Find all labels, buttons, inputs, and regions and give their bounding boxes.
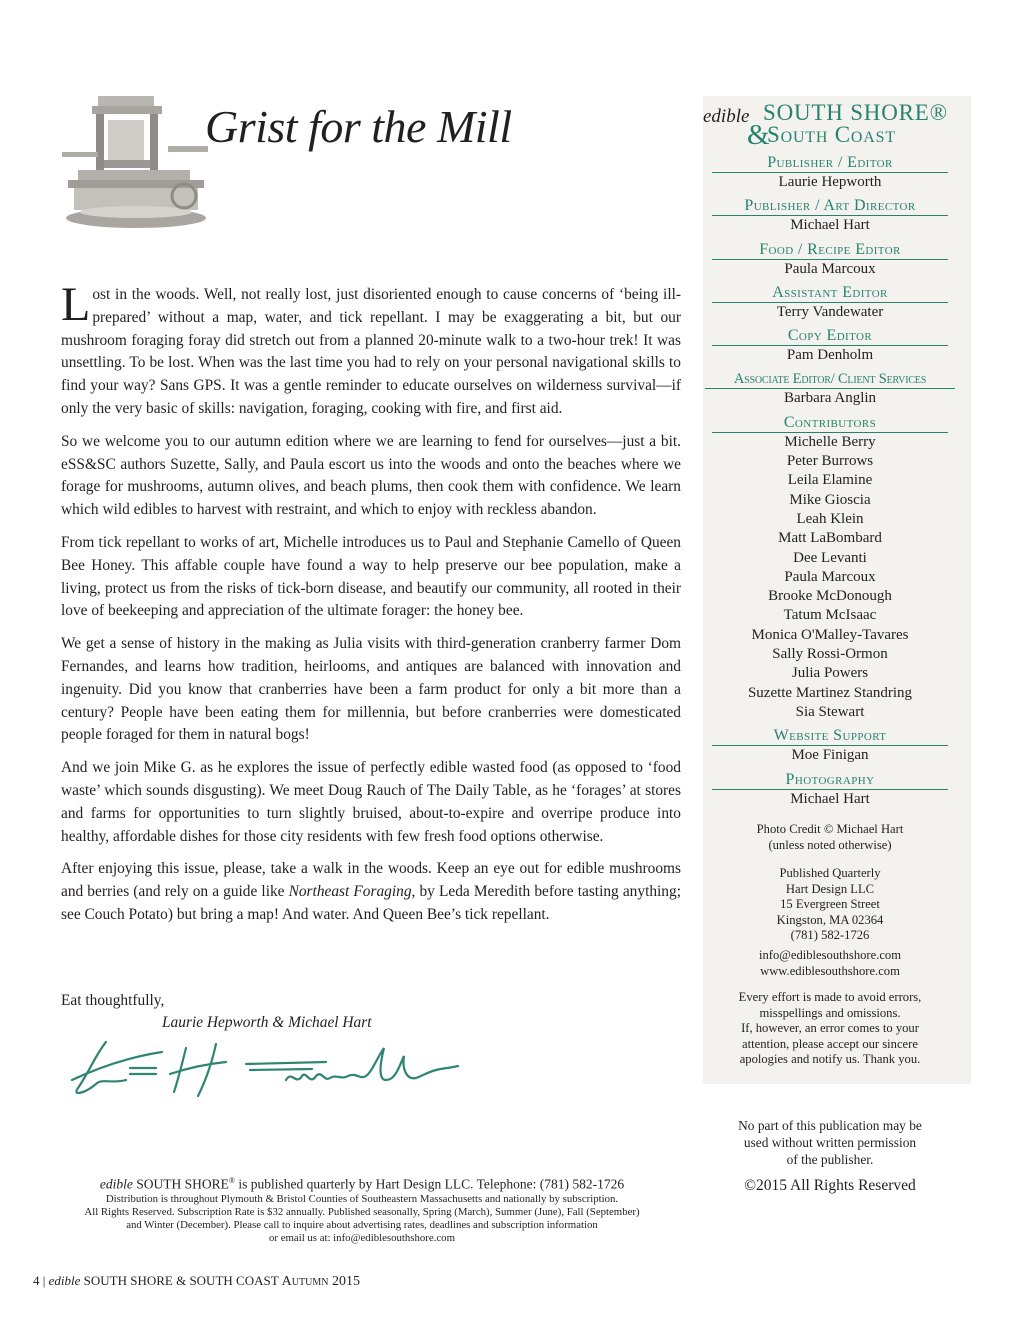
staff-section-title: Assistant Editor — [712, 284, 948, 303]
signoff: Eat thoughtfully, — [61, 992, 165, 1009]
publication-note — [62, 1172, 662, 1245]
staff-section-title: Publisher / Editor — [712, 154, 948, 173]
staff-section — [703, 241, 957, 279]
publication-note-line: All Rights Reserved. Subscription Rate is $32 annually. Published seasonally, Spring (March), Summer (June), Fall (September) — [84, 1205, 640, 1218]
staff-section — [703, 727, 957, 765]
staff-list — [703, 154, 957, 814]
staff-section — [703, 284, 957, 322]
staff-name: Leila Elamine — [787, 472, 873, 489]
address-line: (781) 582-1726 — [790, 928, 870, 942]
paragraph-5: And we join Mike G. as he explores the issue of perfectly edible wasted food (as opposed to ‘food waste’ which sounds disgusting). We meet Doug Rauch of The Daily Table, as he ‘forages’ at stores and farms for opportunities to turn slightly bruised, about-to-expire and overripe produce into healthy, affordable dishes for those city residents with few fresh food options otherwise. — [61, 759, 681, 845]
staff-name: Michael Hart — [790, 790, 870, 807]
paragraph-4: We get a sense of history in the making as Julia visits with third-generation cranberry farmer Dom Fernandes, and learns how tradition, heirlooms, and antiques are balanced with innovation and ingenuity. Did you know that cranberries have been a farm product for only a bit more than a century? People have been eating them for millennia, but before cranberries were domesticated people foraged for them in natural bogs! — [61, 635, 681, 744]
rights-notice — [703, 1117, 957, 1194]
page-folio — [33, 1273, 360, 1290]
staff-name: Sally Rossi-Ormon — [772, 646, 888, 663]
logo-line-2: South Coast — [767, 122, 896, 147]
staff-section-title: Food / Recipe Editor — [712, 241, 948, 260]
paragraph-6 — [61, 858, 681, 926]
staff-name: Laurie Hepworth — [778, 174, 882, 190]
staff-name: Brooke McDonough — [768, 588, 892, 605]
contact-info — [703, 948, 957, 979]
handwritten-signature — [66, 1034, 466, 1100]
folio-edible: edible — [48, 1273, 81, 1288]
staff-name: Terry Vandewater — [776, 303, 884, 320]
staff-name: Matt LaBombard — [778, 530, 882, 547]
staff-name: Paula Marcoux — [784, 568, 876, 585]
staff-name: Dee Levanti — [793, 549, 867, 566]
masthead-logo — [703, 100, 963, 151]
paragraph-6-text-b: , by Leda Meredith before tasting anything; see Couch Potato) but bring a map! And water. And Queen Bee’s tick repellant. — [61, 883, 681, 923]
publisher-address — [703, 866, 957, 944]
staff-section-title: Copy Editor — [712, 327, 948, 346]
staff-section-title: Associate Editor/ Client Services — [705, 370, 955, 389]
article-body — [61, 278, 681, 937]
logo-ampersand: & — [747, 119, 770, 151]
signoff-names: Laurie Hepworth & Michael Hart — [162, 1014, 372, 1031]
photo-credit-line: Photo Credit © Michael Hart — [756, 822, 904, 836]
staff-section — [703, 327, 957, 365]
folio-separator: | — [42, 1273, 46, 1288]
contact-website[interactable]: www.ediblesouthshore.com — [760, 963, 900, 978]
staff-name: Peter Burrows — [786, 453, 874, 470]
staff-section — [703, 370, 957, 408]
staff-section — [703, 771, 957, 809]
address-line: Kingston, MA 02364 — [776, 912, 884, 927]
errata-line: apologies and notify us. Thank you. — [739, 1052, 921, 1066]
logo-edible: edible — [703, 106, 750, 127]
publication-note-lead — [62, 1172, 662, 1193]
copyright: ©2015 All Rights Reserved — [744, 1177, 916, 1194]
staff-name: Barbara Anglin — [783, 390, 877, 407]
photo-credit — [703, 822, 957, 853]
rights-line: No part of this publication may be — [738, 1118, 922, 1133]
staff-name: Monica O'Malley-Tavares — [751, 626, 909, 643]
paragraph-intro — [61, 278, 681, 421]
logo-line-1: SOUTH SHORE® — [763, 100, 948, 125]
staff-section — [703, 414, 957, 722]
staff-section-title: Website Support — [712, 727, 948, 746]
brand-name: SOUTH SHORE — [136, 1176, 229, 1192]
errata-note — [703, 990, 957, 1068]
folio-publication: SOUTH SHORE & SOUTH COAST — [83, 1273, 279, 1288]
staff-name: Julia Powers — [791, 665, 869, 682]
publication-note-lead-text: is published quarterly by Hart Design LLC. Telephone: (781) 582-1726 — [234, 1176, 625, 1192]
staff-name: Pam Denholm — [786, 347, 874, 364]
staff-name: Paula Marcoux — [784, 260, 876, 277]
mill-illustration — [58, 86, 218, 236]
address-line: Hart Design LLC — [785, 881, 875, 896]
errata-line: attention, please accept our sincere — [742, 1036, 918, 1051]
errata-line: Every effort is made to avoid errors, — [738, 990, 922, 1004]
staff-name: Moe Finigan — [791, 747, 869, 764]
paragraph-intro-text: ost in the woods. Well, not really lost, just disoriented enough to cause concerns of ‘being ill-prepared’ without a map, water, and tick repellant. I may be exaggerating a bit, but our mushroom foraging foray did stretch out from a planned 20-minute walk to a two-hour trek! It was unsettling. To be lost. When was the last time you had to rely on your personal navigational skills to find your way? Sans GPS. It was a gentle reminder to educate ourselves on wilderness survival—if only the very basic of skills: navigation, foraging, cooking with fire, and first aid. — [61, 286, 681, 417]
contact-email[interactable]: info@ediblesouthshore.com — [758, 948, 902, 962]
paragraph-6-text-a: After enjoying this issue, please, take a walk in the woods. Keep an eye out for edible mushrooms and berries (and rely on a guide like — [61, 860, 681, 901]
drop-cap: L — [61, 278, 91, 331]
publication-note-line: or email us at: info@ediblesouthshore.com — [269, 1231, 455, 1244]
rights-line: of the publisher. — [786, 1152, 874, 1167]
paragraph-2: So we welcome you to our autumn edition where we are learning to fend for ourselves—just a bit. eSS&SC authors Suzette, Sally, and Paula escort us into the woods and onto the beaches where we forage for mushrooms, autumn olives, and beach plums, then cook them with confidence. We learn which wild edibles to harvest with restraint, and which to enjoy with reckless abandon. — [61, 432, 681, 519]
staff-name: Tatum McIsaac — [783, 607, 877, 624]
rights-line: used without written permission — [743, 1135, 917, 1150]
errata-line: misspellings and omissions. — [759, 1005, 901, 1020]
book-title: Northeast Foraging — [288, 883, 412, 901]
staff-name: Michelle Berry — [784, 433, 876, 450]
staff-name: Sia Stewart — [795, 703, 865, 720]
staff-section-title: Photography — [712, 771, 948, 790]
page-number: 4 — [33, 1273, 40, 1288]
article-title: Grist for the Mill — [205, 101, 512, 152]
staff-section-title: Contributors — [712, 414, 948, 433]
staff-name: Leah Klein — [796, 510, 864, 527]
staff-name: Michael Hart — [790, 217, 870, 234]
staff-section — [703, 154, 957, 192]
folio-season: Autumn 2015 — [281, 1274, 360, 1289]
address-line: Published Quarterly — [779, 866, 881, 880]
address-line: 15 Evergreen Street — [780, 897, 880, 911]
brand-italic: edible — [99, 1176, 133, 1192]
staff-section-title: Publisher / Art Director — [712, 197, 948, 216]
paragraph-3: From tick repellant to works of art, Michelle introduces us to Paul and Stephanie Camello of Queen Bee Honey. This affable couple have found a way to help preserve our bee population, make a living, protect us from the risks of tick-born disease, and beautify our community, all rooted in their love of beekeeping and appreciation of the ultimate forager: the honey bee. — [61, 533, 681, 620]
staff-section — [703, 197, 957, 235]
staff-name: Mike Gioscia — [789, 491, 871, 508]
registered-mark: ® — [228, 1176, 235, 1185]
staff-name: Suzette Martinez Standring — [747, 684, 913, 701]
photo-credit-note: (unless noted otherwise) — [768, 837, 892, 852]
publication-note-line: Distribution is throughout Plymouth & Bristol Counties of Southeastern Massachusetts and nationally by subscription. — [105, 1192, 619, 1205]
publication-note-line: and Winter (December). Please call to inquire about advertising rates, deadlines and subscription information — [126, 1218, 598, 1231]
errata-line: If, however, an error comes to your — [741, 1021, 919, 1035]
